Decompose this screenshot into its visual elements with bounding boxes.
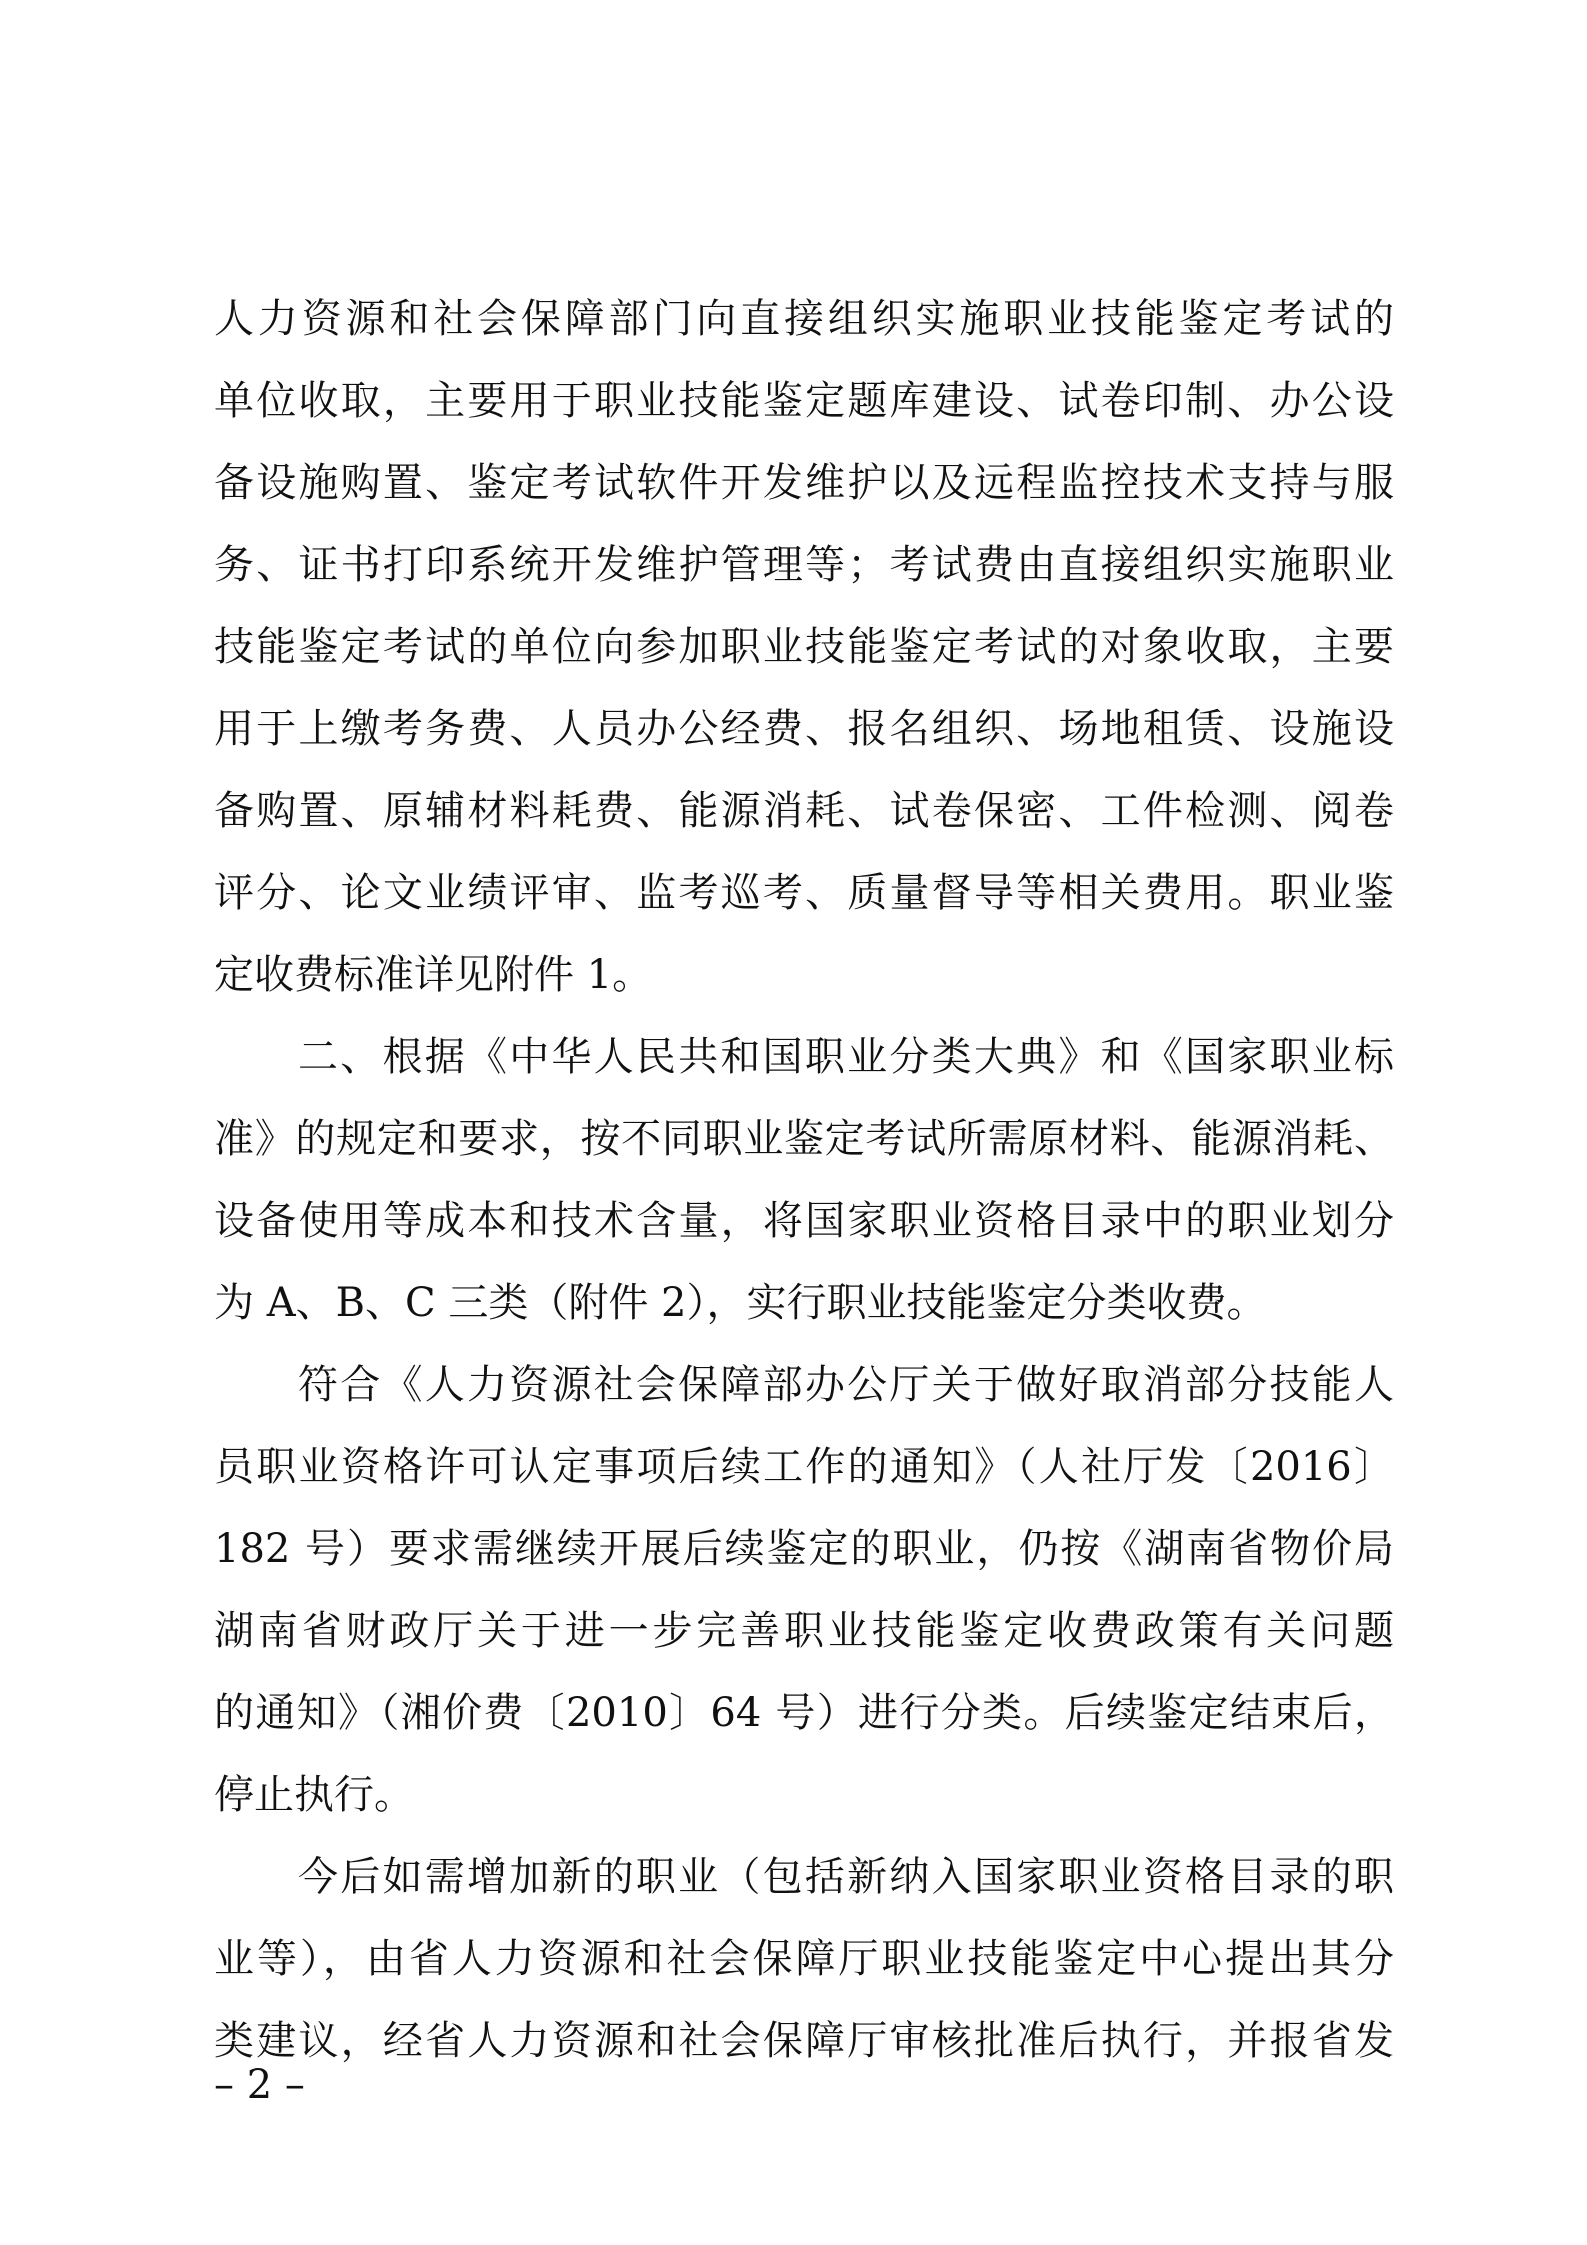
text-line: 单位收取，主要用于职业技能鉴定题库建设、试卷印制、办公设	[214, 378, 1394, 424]
text-line: 定收费标准详见附件 1。	[214, 952, 653, 998]
text-line: 用于上缴考务费、人员办公经费、报名组织、场地租赁、设施设	[214, 706, 1394, 752]
text-line: 员职业资格许可认定事项后续工作的通知》（人社厅发〔2016〕	[214, 1444, 1394, 1490]
text-line: 务、证书打印系统开发维护管理等；考试费由直接组织实施职业	[214, 542, 1394, 588]
text-line: 为 A、B、C 三类（附件 2），实行职业技能鉴定分类收费。	[214, 1280, 1267, 1326]
text-line: 湖南省财政厅关于进一步完善职业技能鉴定收费政策有关问题	[214, 1608, 1394, 1654]
text-line: 今后如需增加新的职业（包括新纳入国家职业资格目录的职	[298, 1854, 1394, 1900]
text-line: 评分、论文业绩评审、监考巡考、质量督导等相关费用。职业鉴	[214, 870, 1394, 916]
text-line: 符合《人力资源社会保障部办公厅关于做好取消部分技能人	[298, 1362, 1394, 1408]
text-line: 业等），由省人力资源和社会保障厅职业技能鉴定中心提出其分	[214, 1936, 1394, 1982]
text-line: 类建议，经省人力资源和社会保障厅审核批准后执行，并报省发	[214, 2018, 1394, 2064]
text-line: 停止执行。	[214, 1772, 414, 1818]
text-line: 技能鉴定考试的单位向参加职业技能鉴定考试的对象收取，主要	[214, 624, 1394, 670]
text-line: 人力资源和社会保障部门向直接组织实施职业技能鉴定考试的	[214, 296, 1394, 342]
text-line: 备购置、原辅材料耗费、能源消耗、试卷保密、工件检测、阅卷	[214, 788, 1394, 834]
text-line: 备设施购置、鉴定考试软件开发维护以及远程监控技术支持与服	[214, 460, 1394, 506]
text-line: 的通知》（湘价费〔2010〕64 号）进行分类。后续鉴定结束后，	[214, 1690, 1394, 1736]
text-line: 二、根据《中华人民共和国职业分类大典》和《国家职业标	[298, 1034, 1394, 1080]
page-number: – 2 –	[214, 2062, 305, 2108]
body-text	[214, 278, 1394, 2082]
text-line: 设备使用等成本和技术含量，将国家职业资格目录中的职业划分	[214, 1198, 1394, 1244]
text-line: 准》的规定和要求，按不同职业鉴定考试所需原材料、能源消耗、	[214, 1116, 1394, 1162]
text-line: 182 号）要求需继续开展后续鉴定的职业，仍按《湖南省物价局	[214, 1526, 1394, 1572]
